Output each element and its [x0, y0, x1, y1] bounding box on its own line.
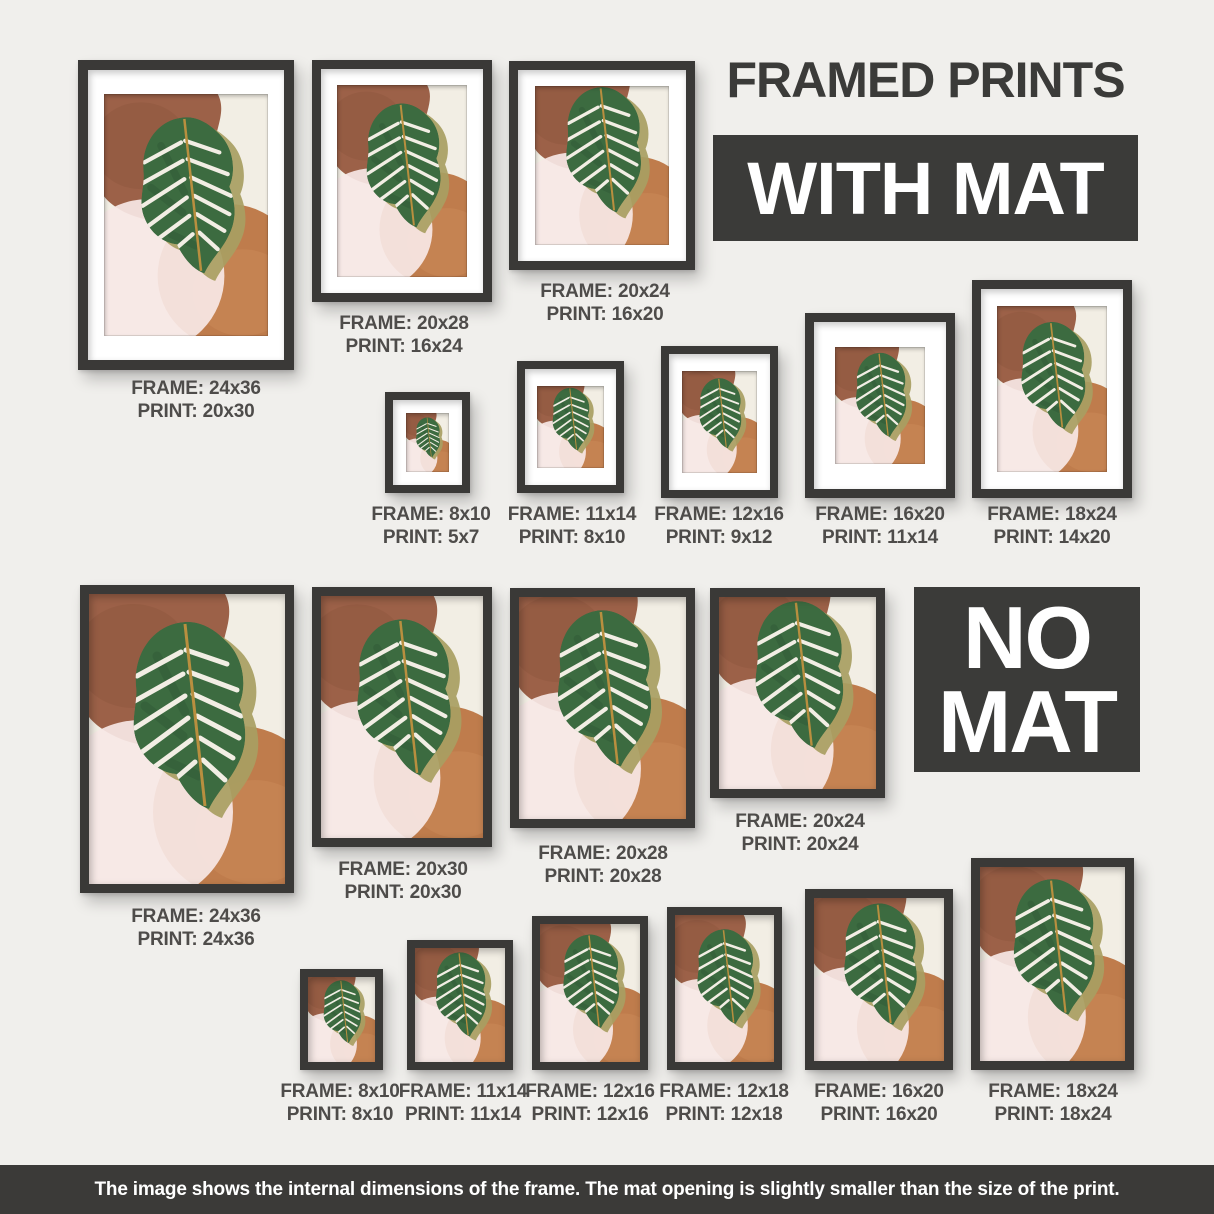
size-label	[76, 377, 316, 423]
with-mat-badge: WITH MAT	[713, 135, 1138, 241]
framed-print-no-mat-18x24	[971, 858, 1134, 1070]
monstera-artwork	[104, 94, 268, 336]
frame-size-label: FRAME: 20x30	[338, 859, 468, 880]
framed-print-with-mat-24x36	[78, 60, 294, 370]
monstera-artwork	[337, 85, 467, 277]
print-area	[308, 977, 375, 1062]
frame-size-label: FRAME: 12x16	[525, 1081, 655, 1102]
framed-print-with-mat-20x24	[509, 61, 695, 270]
full-bleed-print	[415, 948, 505, 1062]
framed-print-with-mat-16x20	[805, 313, 955, 498]
frame-size-label: FRAME: 8x10	[371, 504, 491, 525]
print-area	[814, 898, 944, 1061]
mat-opening	[104, 94, 268, 336]
full-bleed-print	[719, 597, 876, 789]
framed-print-no-mat-11x14	[407, 940, 513, 1070]
print-area	[519, 597, 686, 819]
frame-size-label: FRAME: 16x20	[814, 1081, 944, 1102]
monstera-artwork	[415, 948, 505, 1062]
print-area	[89, 594, 285, 884]
print-size-label: PRINT: 11x14	[822, 527, 938, 548]
framed-print-no-mat-24x36	[80, 585, 294, 893]
print-area	[980, 867, 1125, 1061]
monstera-artwork	[540, 924, 640, 1062]
mat-board	[669, 354, 770, 490]
monstera-artwork	[675, 915, 774, 1062]
no-mat-badge-line1: NO	[963, 587, 1091, 687]
mat-opening	[537, 386, 604, 468]
print-size-label: PRINT: 12x16	[531, 1104, 649, 1125]
monstera-artwork	[537, 386, 604, 468]
monstera-artwork	[89, 594, 285, 884]
print-size-label: PRINT: 11x14	[405, 1104, 521, 1125]
framed-print-with-mat-18x24	[972, 280, 1132, 498]
print-size-label: PRINT: 20x30	[137, 401, 255, 422]
monstera-artwork	[835, 347, 925, 464]
monstera-artwork	[308, 977, 375, 1062]
print-size-label: PRINT: 12x18	[665, 1104, 783, 1125]
framed-print-no-mat-12x18	[667, 907, 782, 1070]
frame-size-label: FRAME: 18x24	[988, 1081, 1118, 1102]
no-mat-badge	[914, 587, 1140, 772]
monstera-artwork	[980, 867, 1125, 1061]
print-size-label: PRINT: 20x30	[344, 882, 462, 903]
print-size-label: PRINT: 24x36	[137, 929, 255, 950]
print-size-label: PRINT: 9x12	[665, 527, 773, 548]
mat-board	[88, 70, 284, 360]
frame-size-label: FRAME: 24x36	[131, 906, 261, 927]
full-bleed-print	[980, 867, 1125, 1061]
mat-surface	[88, 70, 284, 360]
full-bleed-print	[89, 594, 285, 884]
monstera-artwork	[719, 597, 876, 789]
full-bleed-print	[540, 924, 640, 1062]
monstera-artwork	[519, 597, 686, 819]
frame-size-label: FRAME: 12x18	[659, 1081, 789, 1102]
mat-board	[814, 322, 946, 489]
mat-board	[393, 400, 462, 485]
framed-print-no-mat-20x24	[710, 588, 885, 798]
frame-size-label: FRAME: 20x28	[339, 313, 469, 334]
framed-print-with-mat-8x10	[385, 392, 470, 493]
mat-opening	[997, 306, 1107, 472]
frame-size-label: FRAME: 20x24	[735, 811, 865, 832]
print-size-label: PRINT: 5x7	[382, 527, 480, 548]
page-title: FRAMED PRINTS	[726, 52, 1125, 108]
full-bleed-print	[675, 915, 774, 1062]
frame-size-label: FRAME: 24x36	[131, 378, 261, 399]
full-bleed-print	[308, 977, 375, 1062]
print-size-label: PRINT: 20x24	[741, 834, 859, 855]
frame-size-label: FRAME: 12x16	[654, 504, 784, 525]
frame-size-label: FRAME: 18x24	[987, 504, 1117, 525]
mat-opening	[406, 413, 449, 472]
frame-size-label: FRAME: 20x24	[540, 281, 670, 302]
framed-print-with-mat-12x16	[661, 346, 778, 498]
frame-size-label: FRAME: 20x28	[538, 843, 668, 864]
mat-board	[981, 289, 1123, 489]
framed-print-no-mat-8x10	[300, 969, 383, 1070]
print-area	[321, 596, 483, 838]
mat-surface	[981, 289, 1123, 489]
mat-surface	[321, 69, 483, 293]
print-area	[540, 924, 640, 1062]
framed-print-with-mat-11x14	[517, 361, 624, 493]
mat-surface	[814, 322, 946, 489]
print-size-label: PRINT: 16x20	[820, 1104, 938, 1125]
size-label	[932, 503, 1172, 549]
print-area	[415, 948, 505, 1062]
size-label	[933, 1080, 1173, 1126]
mat-opening	[535, 86, 669, 245]
mat-board	[321, 69, 483, 293]
framed-print-no-mat-20x28	[510, 588, 695, 828]
frame-size-label: FRAME: 11x14	[398, 1081, 528, 1102]
monstera-artwork	[814, 898, 944, 1061]
monstera-artwork	[682, 371, 757, 473]
mat-surface	[525, 369, 616, 485]
footer-note: The image shows the internal dimensions of the frame. The mat opening is slightly smaller than the size of the print.	[0, 1165, 1214, 1214]
frame-size-label: FRAME: 11x14	[507, 504, 637, 525]
no-mat-badge-line2: MAT	[937, 671, 1117, 771]
print-size-label: PRINT: 8x10	[518, 527, 626, 548]
mat-opening	[835, 347, 925, 464]
print-size-label: PRINT: 16x20	[546, 304, 664, 325]
frame-size-label: FRAME: 8x10	[280, 1081, 400, 1102]
print-size-label: PRINT: 20x28	[544, 866, 662, 887]
framed-print-no-mat-16x20	[805, 889, 953, 1070]
monstera-artwork	[535, 86, 669, 245]
mat-surface	[518, 70, 686, 261]
mat-opening	[337, 85, 467, 277]
framed-print-with-mat-20x28	[312, 60, 492, 302]
framed-print-no-mat-20x30	[312, 587, 492, 847]
print-size-label: PRINT: 18x24	[994, 1104, 1112, 1125]
full-bleed-print	[321, 596, 483, 838]
framed-print-no-mat-12x16	[532, 916, 648, 1070]
mat-board	[525, 369, 616, 485]
print-size-label: PRINT: 14x20	[993, 527, 1111, 548]
size-label	[485, 280, 725, 326]
print-size-label: PRINT: 16x24	[345, 336, 463, 357]
mat-surface	[669, 354, 770, 490]
monstera-artwork	[406, 413, 449, 472]
size-label	[680, 810, 920, 856]
full-bleed-print	[814, 898, 944, 1061]
print-area	[719, 597, 876, 789]
mat-surface	[393, 400, 462, 485]
mat-board	[518, 70, 686, 261]
print-area	[675, 915, 774, 1062]
monstera-artwork	[997, 306, 1107, 472]
frame-size-label: FRAME: 16x20	[815, 504, 945, 525]
print-size-label: PRINT: 8x10	[286, 1104, 394, 1125]
monstera-artwork	[321, 596, 483, 838]
full-bleed-print	[519, 597, 686, 819]
mat-opening	[682, 371, 757, 473]
size-label	[76, 905, 316, 951]
